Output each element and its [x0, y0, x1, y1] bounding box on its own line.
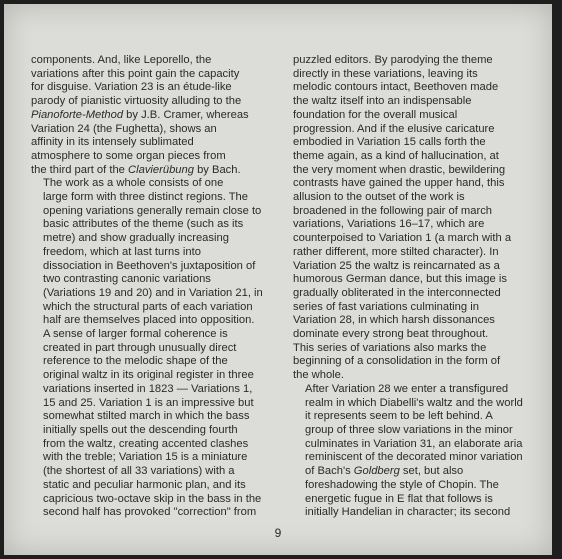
text-line: the very moment when drastic, bewildering [293, 163, 506, 176]
text-line: from the waltz, creating accented clashes [43, 437, 249, 450]
text-line: for disguise. Variation 23 is an étude-like [31, 81, 232, 94]
text-line: embodied in Variation 15 calls forth the [293, 136, 486, 149]
text-line: contrasts have gained the upper hand, this [293, 177, 505, 190]
text-line: initially spells out the descending fourth [43, 423, 238, 436]
text-line: the waltz itself into an indispensable [293, 95, 472, 108]
text-line: components. And, like Leporello, the [31, 54, 212, 66]
text-line: This series of variations also marks the [293, 341, 487, 354]
text-line: of Bach's Goldberg set, but also [305, 465, 464, 478]
text-line: created in part through unusually direct [43, 341, 237, 354]
text-line: two contrasting canonic variations [43, 273, 211, 286]
text-line: realm in which Diabelli's waltz and the world [305, 396, 523, 409]
text-line: original waltz in its original register in three [43, 369, 254, 382]
text-line: dissociation in Beethoven's juxtaposition of [43, 259, 256, 272]
text-line: series of fast variations culminating in [293, 300, 479, 313]
text-line: variations, Variations 16–17, which are [293, 218, 485, 231]
text-line: progression. And if the elusive caricature [293, 122, 495, 135]
text-line: culminates in Variation 31, an elaborate aria [305, 437, 523, 450]
text-line: dominate every strong beat throughout. [293, 328, 489, 341]
text-line: beginning of a consolidation in the form of [293, 355, 501, 368]
text-line: melodic contours intact, Beethoven made [293, 81, 499, 94]
text-line: gradually obliterated in the interconnected [293, 286, 501, 299]
text-line: half are themselves placed into opposition. [43, 314, 255, 327]
text-line: it represents seem to be left behind. A [305, 410, 493, 423]
text-line: After Variation 28 we enter a transfigured [305, 382, 509, 395]
text-line: somewhat stilted march in which the bass [43, 410, 250, 423]
text-line: humorous German dance, but this image is [293, 273, 507, 286]
text-line: group of three slow variations in the minor [305, 423, 513, 436]
paragraph [293, 54, 537, 383]
text-line: atmosphere to some organ pieces from [31, 149, 226, 162]
paragraph [31, 177, 271, 520]
text-line: reference to the melodic shape of the [43, 355, 228, 368]
text-line: large form with three distinct regions. The [43, 191, 248, 204]
right-text-column [293, 54, 537, 520]
text-line: capricious two-octave skip in the bass in the [43, 492, 262, 505]
text-line: rather different, more stilted character). In [293, 245, 499, 258]
text-line: the whole. [293, 369, 344, 382]
text-line: puzzled editors. By parodying the theme [293, 54, 493, 66]
paragraph [293, 383, 537, 520]
text-line: Variation 25 the waltz is reincarnated as a [293, 259, 500, 272]
text-line: parody of pianistic virtuosity alluding to the [31, 95, 242, 108]
text-line: reminiscent of the decorated minor variation [305, 451, 523, 464]
text-line: A sense of larger formal coherence is [43, 328, 228, 341]
text-line: opening variations generally remain close to [43, 204, 262, 217]
text-line: which the structural parts of each variation [43, 300, 253, 313]
text-line: freedom, which at last turns into [43, 245, 201, 258]
text-line: the third part of the Clavierübung by Bach. [31, 163, 241, 176]
text-line: broadened in the following pair of march [293, 204, 493, 217]
text-line: variations after this point gain the capacity [31, 67, 240, 80]
paragraph [31, 54, 271, 177]
page-number: 9 [274, 526, 282, 540]
text-line: static and peculiar harmonic plan, and its [43, 478, 246, 491]
text-line: 15 and 25. Variation 1 is an impressive but [43, 396, 254, 409]
text-line: counterpoised to Variation 1 (a march with a [293, 232, 512, 245]
booklet-page [4, 4, 552, 555]
text-line: allusion to the outset of the work is [293, 191, 465, 204]
text-line: second half has provoked "correction" from [43, 506, 257, 519]
text-line: Pianoforte-Method by J.B. Cramer, whereas [31, 108, 249, 121]
text-line: foundation for the overall musical [293, 108, 458, 121]
text-line: metre) and show gradually increasing [43, 232, 229, 245]
text-line: The work as a whole consists of one [43, 177, 224, 190]
text-line: foreshadowing the style of Chopin. The [305, 478, 499, 491]
text-line: Variation 24 (the Fughetta), shows an [31, 122, 217, 135]
text-line: directly in these variations, leaving its [293, 67, 478, 80]
text-line: Variation 28, in which harsh dissonances [293, 314, 495, 327]
text-line: with the treble; Variation 15 is a miniature [43, 451, 248, 464]
text-line: (the shortest of all 33 variations) with a [43, 465, 235, 478]
text-line: variations inserted in 1823 — Variations 1, [43, 382, 253, 395]
text-line: basic attributes of the theme (such as its [43, 218, 244, 231]
text-line: (Variations 19 and 20) and in Variation 21, in [43, 286, 263, 299]
left-text-column [31, 54, 271, 520]
text-line: theme again, as a kind of hallucination, at [293, 149, 499, 162]
text-line: affinity in its intensely sublimated [31, 136, 194, 149]
text-line: initially Handelian in character; its second [305, 506, 511, 519]
text-line: energetic fugue in E flat that follows is [305, 492, 493, 505]
